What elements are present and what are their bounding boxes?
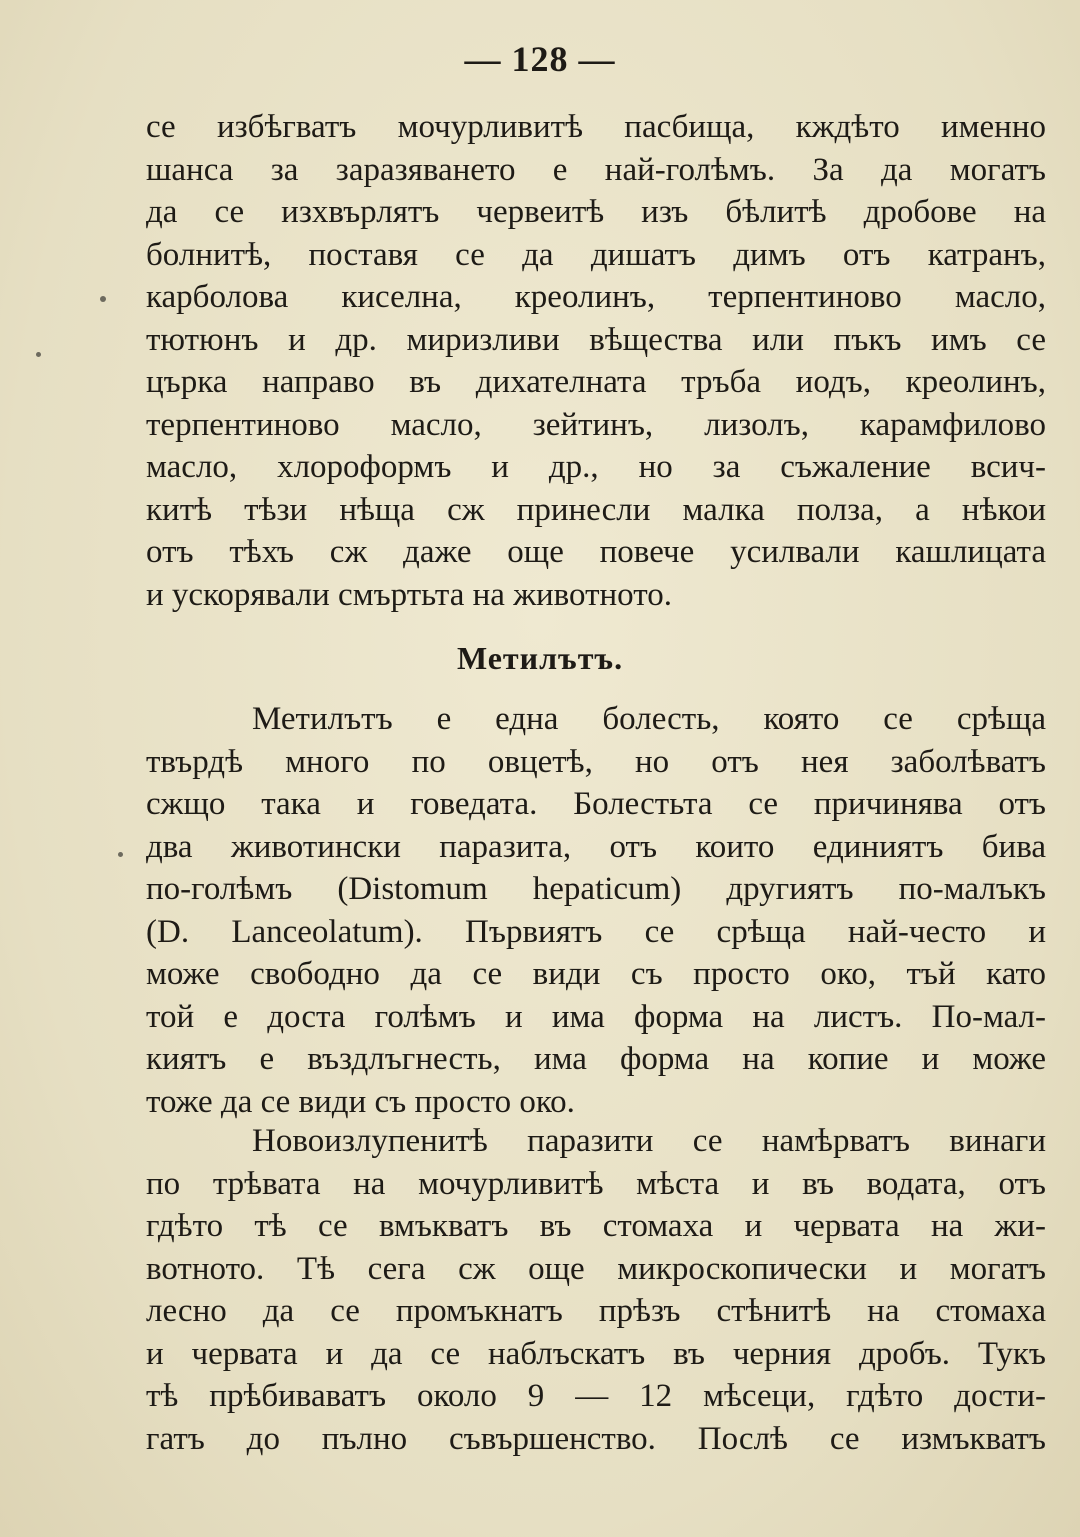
- text-line: тоже да се види съ просто око.: [146, 1083, 575, 1120]
- text-line: той е доста голѣмъ и има форма на листъ. По-мал-: [146, 998, 1046, 1035]
- text-line: и ускорявали смъртьта на животното.: [146, 576, 672, 613]
- text-line: се избѣгватъ мочурливитѣ пасбища, кждѣто именно: [146, 109, 1046, 145]
- paragraph-3: [146, 1120, 1046, 1460]
- text-line: сжщо така и говедата. Болестьта се причинява отъ: [146, 786, 1046, 822]
- text-line: Новоизлупенитѣ паразити се намѣрватъ винаги: [252, 1123, 1046, 1159]
- text-line: шанса за заразяването е най-голѣмъ. За да могатъ: [146, 151, 1046, 188]
- text-line: тѣ прѣбиваватъ около 9 — 12 мѣсеци, гдѣто дости-: [146, 1378, 1046, 1414]
- text-line: църка направо въ дихателната тръба иодъ, креолинъ,: [146, 364, 1046, 400]
- text-line: гатъ до пълно съвършенство. Послѣ се измъкватъ: [146, 1420, 1046, 1457]
- text-line: терпентиново масло, зейтинъ, лизолъ, карамфилово: [146, 406, 1046, 443]
- text-line: китѣ тѣзи нѣща сж принесли малка полза, а нѣкои: [146, 491, 1046, 528]
- text-line: и червата и да се наблъскатъ въ черния дробъ. Тукъ: [146, 1335, 1046, 1372]
- paper-speck: [118, 852, 123, 857]
- paragraph-2: [146, 698, 1046, 1123]
- text-line: отъ тѣхъ сж даже още повече усилвали кашлицата: [146, 534, 1046, 570]
- text-line: Метилътъ е една болесть, която се срѣща: [252, 701, 1046, 737]
- text-line: тютюнъ и др. миризливи вѣщества или пъкъ имъ се: [146, 321, 1046, 358]
- text-line: карболова киселна, креолинъ, терпентиново масло,: [146, 279, 1046, 315]
- text-line: по-голѣмъ (Distomum hepaticum) другиятъ по-малъкъ: [146, 871, 1046, 907]
- paper-speck: [36, 352, 41, 357]
- text-line: твърдѣ много по овцетѣ, но отъ нея заболѣватъ: [146, 743, 1046, 780]
- text-line: гдѣто тѣ се вмъкватъ въ стомаха и червата на жи-: [146, 1208, 1046, 1244]
- text-line: да се изхвърлятъ червеитѣ изъ бѣлитѣ дробове на: [146, 194, 1046, 230]
- text-line: вотното. Тѣ сега сж още микроскопически и могатъ: [146, 1250, 1046, 1287]
- text-line: (D. Lanceolatum). Първиятъ се срѣща най-често и: [146, 913, 1046, 950]
- text-line: по трѣвата на мочурливитѣ мѣста и въ водата, отъ: [146, 1165, 1046, 1202]
- paragraph-1: [146, 106, 1046, 616]
- section-heading: Метилътъ.: [456, 640, 624, 676]
- text-line: киятъ е въздлъгнесть, има форма на копие и може: [146, 1041, 1046, 1077]
- text-line: масло, хлороформъ и др., но за съжаление всич-: [146, 449, 1046, 485]
- page-number: — 128 —: [464, 39, 616, 79]
- text-line: може свободно да се види съ просто око, тъй като: [146, 956, 1046, 992]
- text-line: два животински паразита, отъ които единиятъ бива: [146, 828, 1046, 865]
- text-line: болнитѣ, поставя се да дишатъ димъ отъ катранъ,: [146, 236, 1046, 273]
- text-line: лесно да се промъкнатъ прѣзъ стѣнитѣ на стомаха: [146, 1293, 1046, 1329]
- paper-speck: [100, 296, 106, 302]
